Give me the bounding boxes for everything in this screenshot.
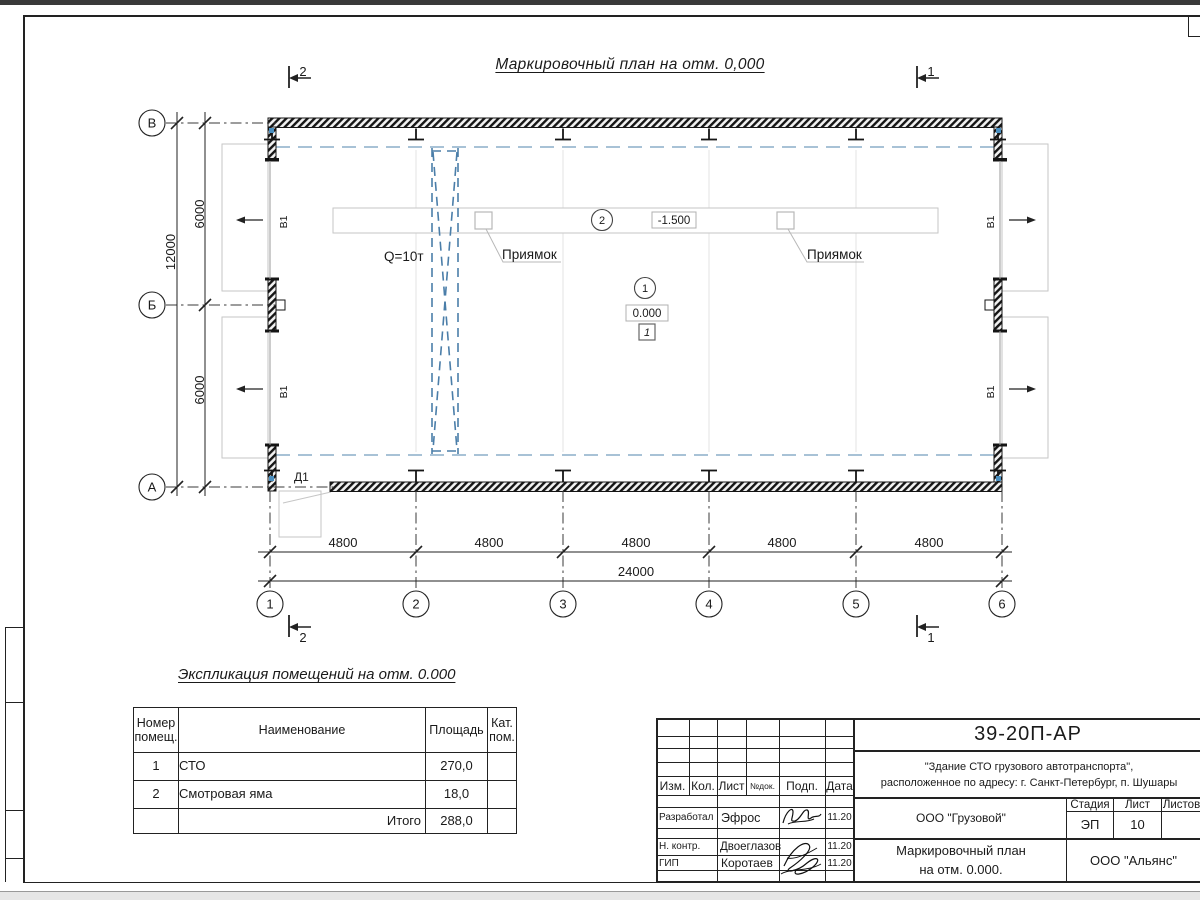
svg-text:6000: 6000: [192, 375, 207, 405]
header-izm: Изм.: [659, 779, 686, 793]
room-number-cell: 1: [134, 753, 179, 781]
company-name: ООО "Альянс": [1090, 853, 1177, 868]
svg-text:4: 4: [705, 596, 713, 612]
svg-text:3: 3: [559, 596, 567, 612]
svg-text:4800: 4800: [914, 535, 944, 550]
pit-label: Приямок: [502, 247, 557, 262]
svg-text:6: 6: [998, 596, 1006, 612]
svg-text:Б: Б: [147, 297, 157, 313]
floor-level-value: 0.000: [632, 308, 662, 320]
date-developed: 11.20: [827, 812, 852, 823]
explication-title: Экспликация помещений на отм. 0.000: [178, 666, 456, 683]
sheet-header: Лист: [1125, 798, 1150, 811]
svg-text:4800: 4800: [474, 535, 504, 550]
document-number: 39-20П-АР: [974, 723, 1082, 745]
pit-level-value: -1.500: [657, 215, 691, 227]
header-podp: Подп.: [786, 779, 818, 793]
table-row: [134, 753, 517, 781]
dimension-lines: [177, 112, 1012, 581]
stage-header: Стадия: [1070, 798, 1110, 811]
sheet-value: 10: [1130, 817, 1145, 832]
date-gip: 11.20: [827, 857, 852, 869]
svg-text:2: 2: [299, 630, 307, 645]
total-area-cell: 288,0: [426, 809, 488, 834]
room-number-cell: 2: [134, 781, 179, 809]
role-developed: Разработал: [659, 812, 714, 823]
room-name-cell: СТО: [179, 753, 426, 781]
dimension-ticks: [171, 117, 1008, 587]
inspection-pit-outline: [333, 208, 938, 233]
svg-text:12000: 12000: [163, 233, 178, 271]
margin-box-line: [5, 810, 23, 811]
svg-text:6000: 6000: [192, 199, 207, 229]
margin-box-line: [5, 858, 23, 859]
crane-symbol: [432, 148, 458, 454]
svg-text:1: 1: [927, 630, 935, 645]
svg-text:В1: В1: [278, 385, 290, 399]
room-name-cell: Смотровая яма: [179, 781, 426, 809]
room-area-cell: 270,0: [426, 753, 488, 781]
col-header-number: Номер помещ.: [134, 708, 179, 753]
svg-text:4800: 4800: [621, 535, 651, 550]
drawing-title: Маркировочный план на отм. 0.000.: [896, 842, 1026, 877]
svg-text:4800: 4800: [767, 535, 797, 550]
signature-developed: [780, 802, 824, 828]
room-number: 1: [643, 327, 651, 339]
svg-text:В1: В1: [985, 215, 997, 229]
date-ncontrol: 11.20: [827, 841, 852, 852]
title-block: [656, 718, 1200, 883]
client-name: ООО "Грузовой": [916, 811, 1006, 825]
section-markers: [289, 66, 939, 637]
total-label-cell: Итого: [179, 809, 426, 834]
plan-title: Маркировочный план на отм. 0,000: [495, 56, 765, 73]
empty-cell: [134, 809, 179, 834]
room-area-cell: 18,0: [426, 781, 488, 809]
sheets-header: Листов: [1162, 798, 1200, 811]
node1-label: 1: [641, 283, 649, 295]
name-ncontrol: Двоеглазов: [720, 840, 782, 853]
svg-text:В1: В1: [985, 385, 997, 399]
explication-table: [133, 707, 517, 834]
col-header-name: Наименование: [179, 708, 426, 753]
col-header-area: Площадь: [426, 708, 488, 753]
signature-ncontrol-gip: [777, 834, 825, 880]
section-marker-labels: [299, 64, 934, 645]
svg-text:4800: 4800: [328, 535, 358, 550]
margin-box-line: [5, 702, 23, 703]
node2-label: 2: [598, 215, 606, 227]
svg-text:1: 1: [266, 596, 274, 612]
header-data: Дата: [826, 779, 853, 793]
svg-text:5: 5: [852, 596, 860, 612]
crane-zone-lines: [276, 147, 994, 455]
svg-text:А: А: [147, 479, 157, 495]
table-total-row: [134, 809, 517, 834]
role-gip: ГИП: [659, 857, 679, 869]
gate-leaf-outlines: [222, 144, 1048, 537]
header-kol: Кол.: [691, 779, 715, 793]
role-ncontrol: Н. контр.: [659, 841, 701, 852]
axis-bubble-labels: [148, 116, 1006, 612]
svg-text:24000: 24000: [617, 564, 655, 579]
gate-opening-lines: [270, 161, 1000, 445]
pit-label: Приямок: [807, 247, 862, 262]
table-row: [134, 781, 517, 809]
wall-end-caps: [265, 158, 1007, 447]
axis-lines: [166, 123, 1002, 590]
stage-value: ЭП: [1080, 817, 1100, 832]
room-category-cell: [488, 781, 517, 809]
paper-bottom-shadow: [0, 892, 1200, 900]
door-label: Д1: [294, 470, 309, 484]
room-category-cell: [488, 753, 517, 781]
interior-axis-lines: [416, 150, 856, 452]
header-list: Лист: [718, 779, 745, 793]
name-developed: Эфрос: [721, 810, 761, 825]
svg-text:2: 2: [412, 596, 420, 612]
col-header-category: Кат. пом.: [488, 708, 517, 753]
name-gip: Коротаев: [721, 856, 773, 870]
header-ndoc: №док.: [750, 781, 775, 791]
empty-cell: [488, 809, 517, 834]
svg-text:В1: В1: [278, 215, 290, 229]
crane-capacity-label: Q=10т: [384, 249, 424, 264]
margin-box-line: [5, 627, 6, 882]
object-name: "Здание СТО грузового автотранспорта", расположенное по адресу: г. Санкт-Петербург, п. Шушары: [880, 760, 1178, 789]
svg-text:2: 2: [299, 64, 307, 79]
svg-text:1: 1: [927, 64, 935, 79]
svg-text:В: В: [147, 115, 157, 131]
